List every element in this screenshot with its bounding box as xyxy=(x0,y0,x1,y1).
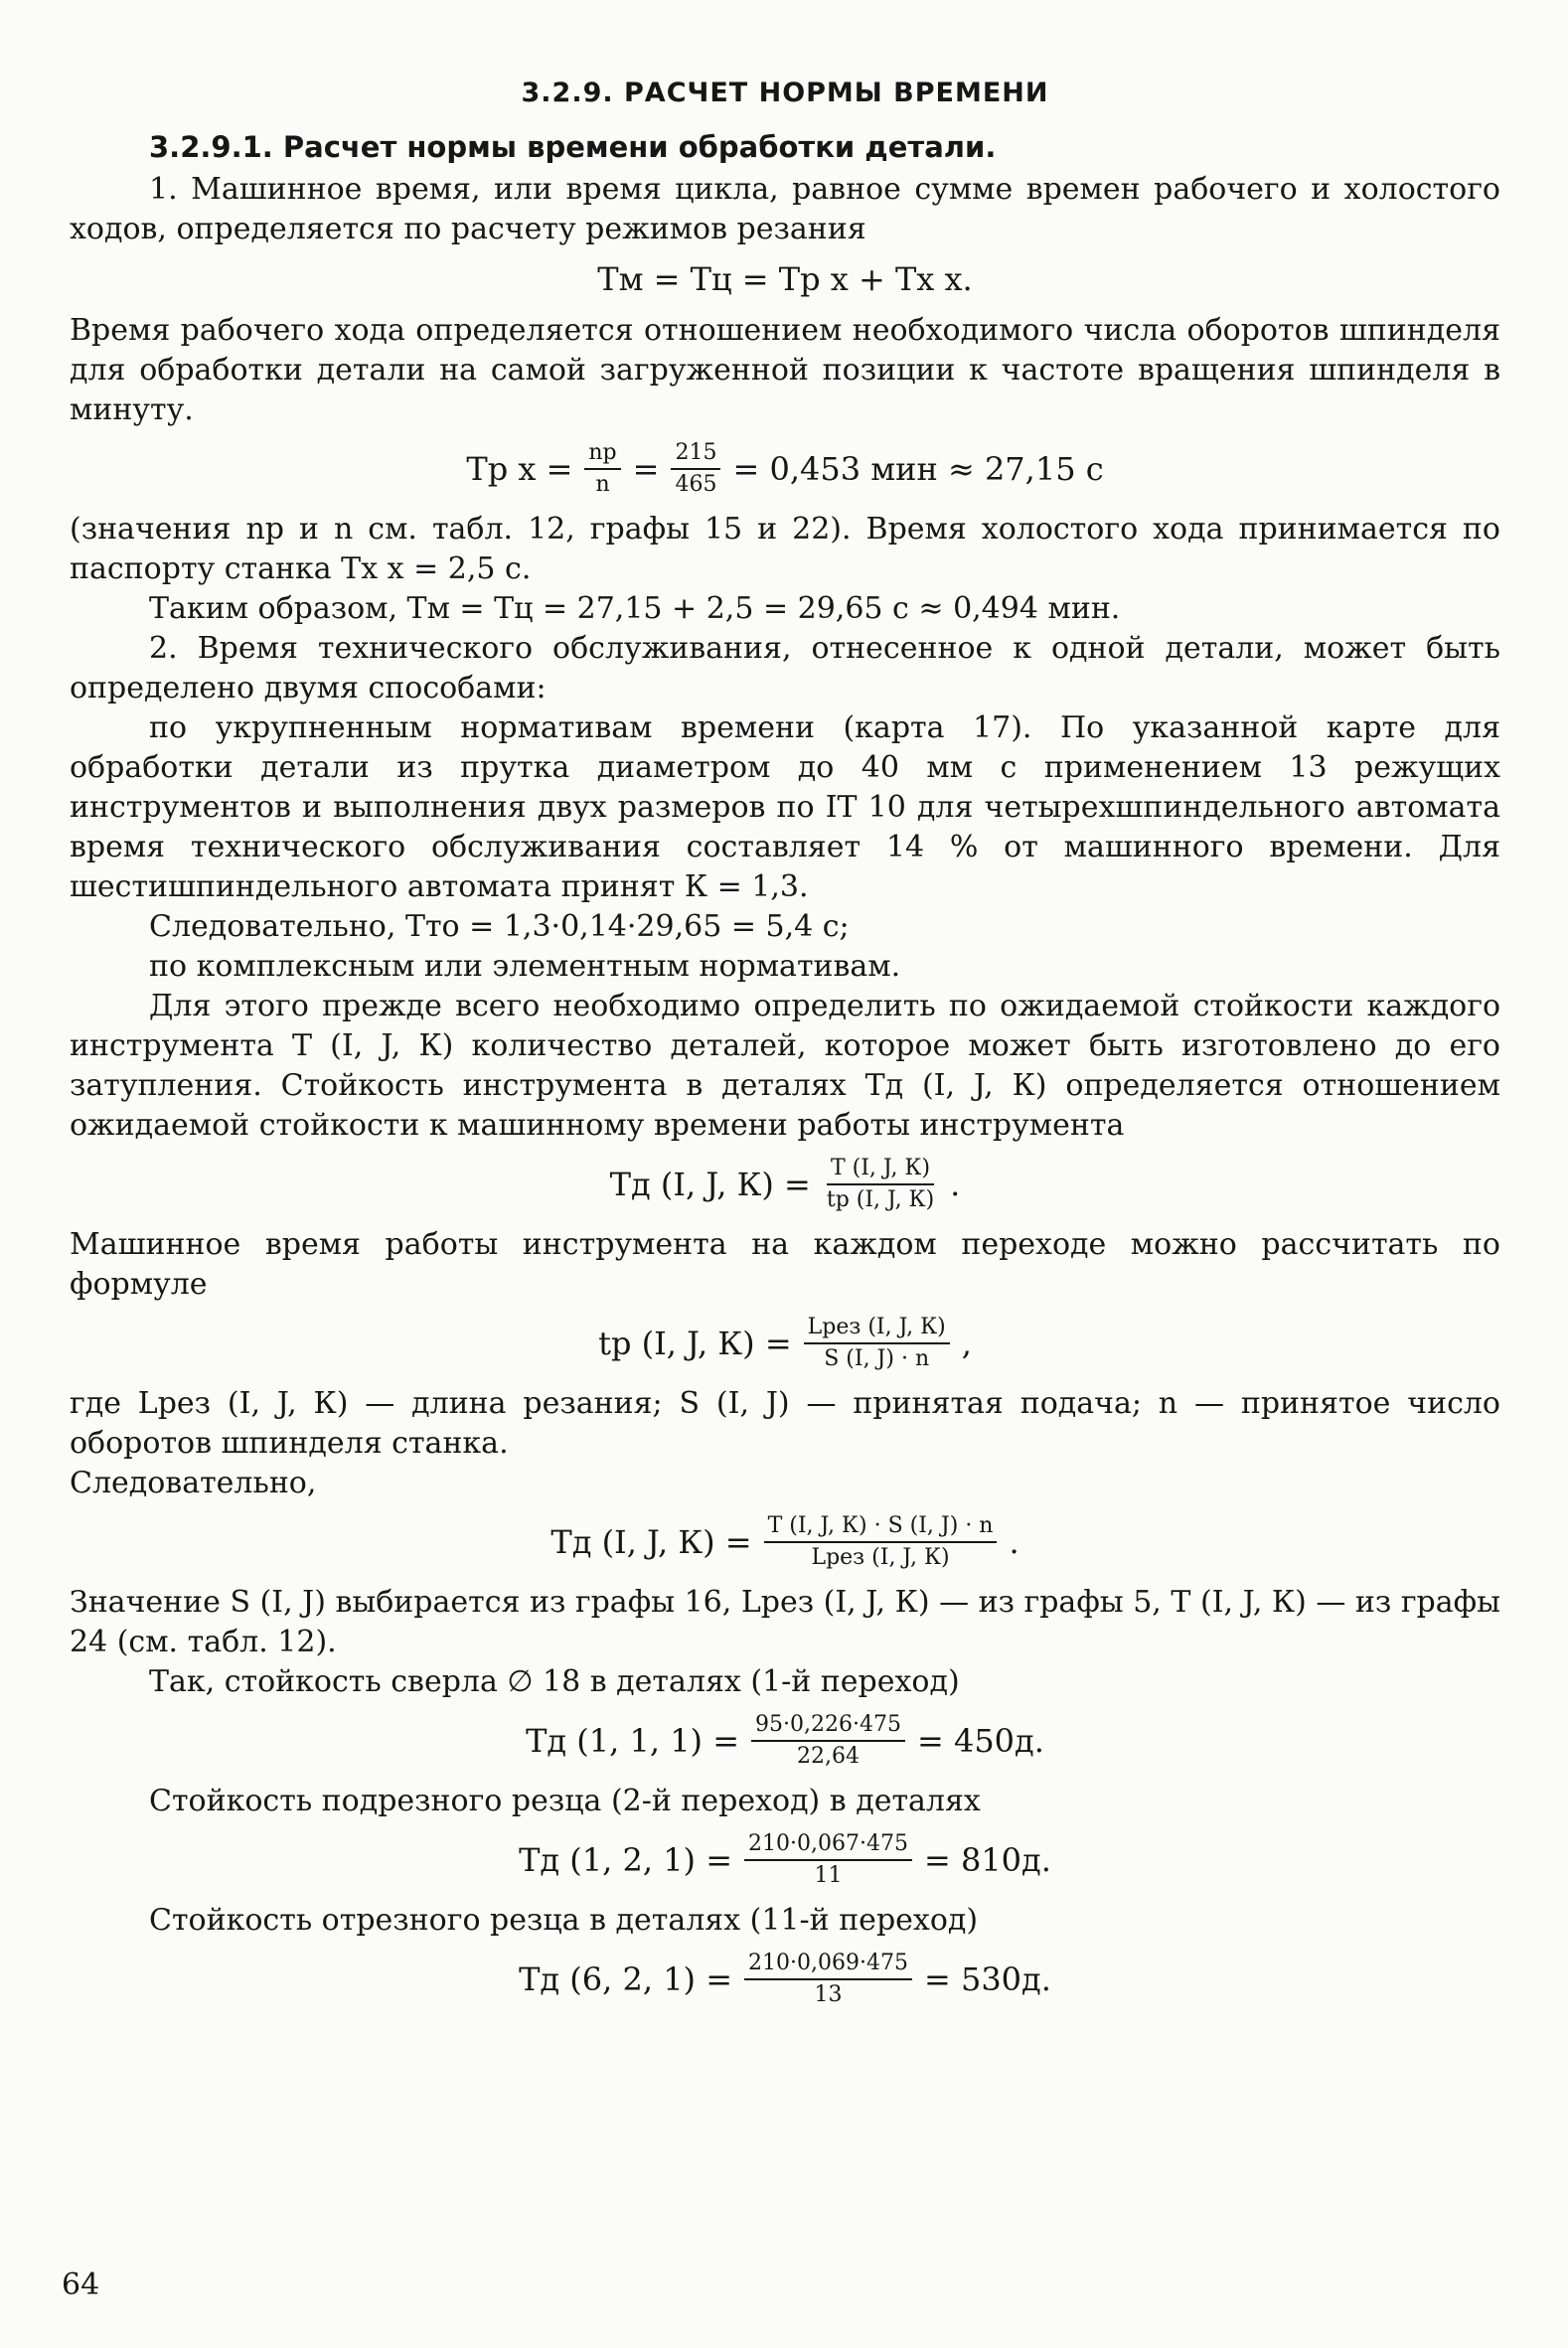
paragraph-7: Следовательно, Тто = 1,3·0,14·29,65 = 5,4 с; xyxy=(149,909,850,944)
equation-1: Тм = Тц = Тр х + Тх х. xyxy=(597,260,973,298)
fraction-numerator: Lрез (I, J, К) xyxy=(804,1315,950,1344)
equation-2-rhs: = 0,453 мин ≈ 27,15 с xyxy=(732,450,1104,488)
page-number: 64 xyxy=(62,2268,100,2302)
paragraph-1: 1. Машинное время, или время цикла, равное сумме времен рабочего и холостого ходов, определяется по расчету режимов резания xyxy=(70,172,1500,246)
equation-8-tail: = 530д. xyxy=(923,1960,1051,1998)
equation-3-fraction xyxy=(823,1156,938,1213)
fraction-denominator: n xyxy=(595,472,610,497)
equation-6 xyxy=(70,1712,1500,1770)
fraction-numerator: Т (I, J, К) · S (I, J) · n xyxy=(764,1513,998,1543)
fraction-numerator: nр xyxy=(584,440,620,470)
equation-2-equals: = xyxy=(632,450,660,488)
paragraph-8: по комплексным или элементным нормативам. xyxy=(149,949,901,984)
fraction-denominator: S (I, J) · n xyxy=(824,1346,930,1371)
paragraph-6: по укрупненным нормативам времени (карта 17). По указанной карте для обработки детали из прутка диаметром до 40 мм с применением 13 режущих инструментов и выполнения двух размеров по IT 10 для четырехшпиндельного автомата время технического обслуживания составляет 14 % от машинного времени. Для шестишпиндельного автомата принят К = 1,3. xyxy=(70,710,1500,904)
equation-7-fraction xyxy=(744,1831,912,1889)
equation-4-fraction xyxy=(804,1315,950,1372)
fraction-denominator: 11 xyxy=(814,1863,843,1888)
fraction-denominator: 13 xyxy=(814,1982,843,2007)
fraction-numerator: 210·0,067·475 xyxy=(744,1831,912,1861)
fraction-numerator: 210·0,069·475 xyxy=(744,1951,912,1980)
page-body xyxy=(70,78,1500,2020)
equation-6-fraction xyxy=(751,1712,905,1770)
fraction-denominator: 22,64 xyxy=(797,1744,860,1769)
section-heading: 3.2.9. РАСЧЕТ НОРМЫ ВРЕМЕНИ xyxy=(521,78,1049,108)
equation-4-lhs: tр (I, J, К) = xyxy=(598,1325,792,1362)
fraction-denominator: tр (I, J, К) xyxy=(826,1187,935,1212)
equation-7 xyxy=(70,1831,1500,1889)
equation-8-fraction xyxy=(744,1951,912,2008)
equation-3-lhs: Тд (I, J, К) = xyxy=(609,1166,811,1203)
fraction-denominator: 465 xyxy=(675,472,717,497)
paragraph-11: где Lрез (I, J, К) — длина резания; S (I, J) — принятая подача; n — принятое число оборотов шпинделя станка. xyxy=(70,1386,1500,1461)
equation-5 xyxy=(70,1513,1500,1571)
equation-2-fraction-1 xyxy=(584,440,620,498)
equation-6-lhs: Тд (1, 1, 1) = xyxy=(526,1722,740,1760)
paragraph-16: Стойкость отрезного резца в деталях (11-й переход) xyxy=(149,1903,979,1938)
equation-8-lhs: Тд (6, 2, 1) = xyxy=(519,1960,733,1998)
paragraph-15: Стойкость подрезного резца (2-й переход) в деталях xyxy=(149,1784,981,1818)
equation-3-tail: . xyxy=(950,1166,961,1203)
paragraph-10: Машинное время работы инструмента на каждом переходе можно рассчитать по формуле xyxy=(70,1227,1500,1302)
equation-5-tail: . xyxy=(1009,1523,1019,1561)
equation-6-tail: = 450д. xyxy=(916,1722,1044,1760)
fraction-numerator: 95·0,226·475 xyxy=(751,1712,905,1742)
equation-8 xyxy=(70,1951,1500,2008)
equation-5-lhs: Тд (I, J, К) = xyxy=(550,1523,752,1561)
paragraph-2: Время рабочего хода определяется отношением необходимого числа оборотов шпинделя для обработки детали на самой загруженной позиции к частоте вращения шпинделя в минуту. xyxy=(70,313,1500,427)
paragraph-9: Для этого прежде всего необходимо определить по ожидаемой стойкости каждого инструмента Т (I, J, К) количество деталей, которое может быть изготовлено до его затупления. Стойкость инструмента в деталях Тд (I, J, К) определяется отношением ожидаемой стойкости к машинному времени работы инструмента xyxy=(70,989,1500,1143)
equation-2-fraction-2 xyxy=(671,440,720,498)
equation-5-fraction xyxy=(764,1513,998,1571)
fraction-denominator: Lрез (I, J, К) xyxy=(811,1545,950,1570)
equation-4-tail: , xyxy=(961,1325,972,1362)
equation-2 xyxy=(70,440,1500,498)
equation-7-tail: = 810д. xyxy=(923,1841,1051,1879)
fraction-numerator: 215 xyxy=(671,440,720,470)
equation-4 xyxy=(70,1315,1500,1372)
equation-3 xyxy=(70,1156,1500,1213)
paragraph-3: (значения nр и n см. табл. 12, графы 15 и 22). Время холостого хода принимается по паспорту станка Тх х = 2,5 с. xyxy=(70,512,1500,586)
paragraph-4: Таким образом, Тм = Тц = 27,15 + 2,5 = 29,65 с ≈ 0,494 мин. xyxy=(149,591,1121,626)
paragraph-13: Значение S (I, J) выбирается из графы 16, Lрез (I, J, К) — из графы 5, Т (I, J, К) — из графы 24 (см. табл. 12). xyxy=(70,1585,1500,1659)
fraction-numerator: Т (I, J, К) xyxy=(827,1156,934,1185)
paragraph-12: Следовательно, xyxy=(70,1466,317,1500)
equation-7-lhs: Тд (1, 2, 1) = xyxy=(519,1841,733,1879)
equation-2-lhs: Тр х = xyxy=(466,450,573,488)
paragraph-5: 2. Время технического обслуживания, отнесенное к одной детали, может быть определено двумя способами: xyxy=(70,631,1500,705)
subsection-heading: 3.2.9.1. Расчет нормы времени обработки детали. xyxy=(149,130,997,164)
paragraph-14: Так, стойкость сверла ∅ 18 в деталях (1-й переход) xyxy=(149,1664,960,1699)
